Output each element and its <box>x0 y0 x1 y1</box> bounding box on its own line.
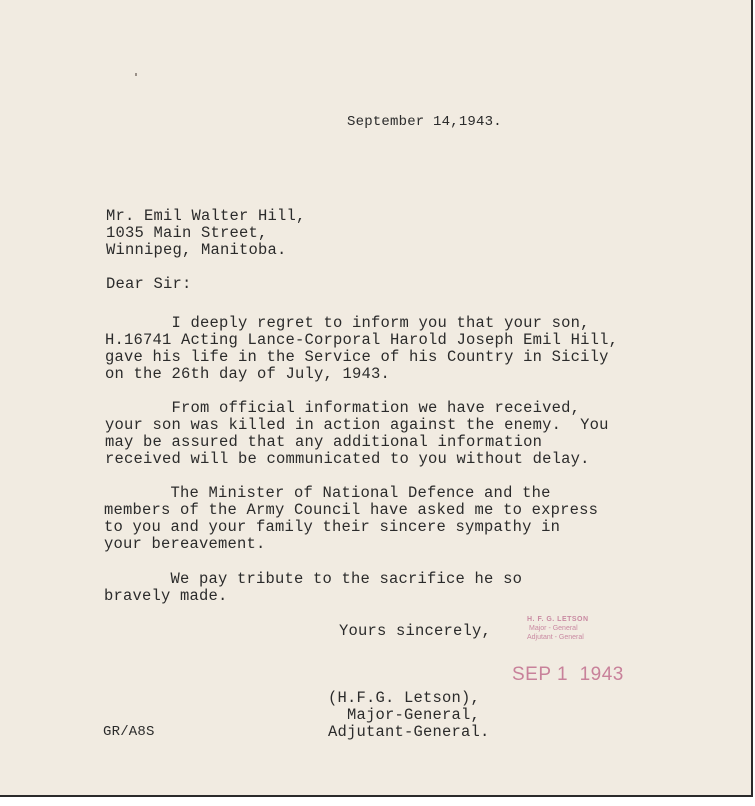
closing: Yours sincerely, <box>339 622 492 640</box>
paragraph-tribute <box>104 571 522 605</box>
paragraph-information <box>105 400 609 468</box>
paragraph-line: I deeply regret to inform you that your son, <box>105 314 590 332</box>
paragraph-sympathy <box>104 485 598 553</box>
signature-block <box>328 690 490 741</box>
salutation: Dear Sir: <box>106 275 192 293</box>
stamp-name: H. F. G. LETSON <box>527 616 589 623</box>
reference-initials: GR/A8S <box>103 724 155 740</box>
address-line: Winnipeg, Manitoba. <box>106 241 287 259</box>
signature-line: Adjutant-General. <box>328 723 490 741</box>
recipient-address <box>106 208 306 259</box>
paragraph-line: From official information we have received, <box>105 399 581 417</box>
signature-line: Major-General, <box>328 706 481 724</box>
paragraph-line: received will be communicated to you without delay. <box>105 450 590 468</box>
stamp-title-adjutant-general: Adjutant - General <box>527 634 584 641</box>
stamp-title-major-general: Major - General <box>529 625 578 632</box>
paragraph-line: on the 26th day of July, 1943. <box>105 365 391 383</box>
paragraph-line: members of the Army Council have asked me to express <box>104 501 599 519</box>
paragraph-line: your son was killed in action against the enemy. You <box>105 416 609 434</box>
signature-line: (H.F.G. Letson), <box>328 689 481 707</box>
paragraph-line: The Minister of National Defence and the <box>104 484 551 502</box>
paragraph-line: We pay tribute to the sacrifice he so <box>104 570 523 588</box>
received-date-stamp: SEP 1 1943 <box>512 664 624 685</box>
address-line: 1035 Main Street, <box>106 224 268 242</box>
name-stamp <box>521 615 611 642</box>
address-line: Mr. Emil Walter Hill, <box>106 207 306 225</box>
paper-speck <box>135 73 137 76</box>
letter-date: September 14,1943. <box>347 114 502 130</box>
paragraph-line: may be assured that any additional information <box>105 433 543 451</box>
paragraph-notification <box>105 315 618 383</box>
paragraph-line: gave his life in the Service of his Country in Sicily <box>105 348 609 366</box>
paragraph-line: bravely made. <box>104 587 228 605</box>
paragraph-line: your bereavement. <box>104 535 266 553</box>
paragraph-line: to you and your family their sincere sympathy in <box>104 518 561 536</box>
paragraph-line: H.16741 Acting Lance-Corporal Harold Joseph Emil Hill, <box>105 331 619 349</box>
